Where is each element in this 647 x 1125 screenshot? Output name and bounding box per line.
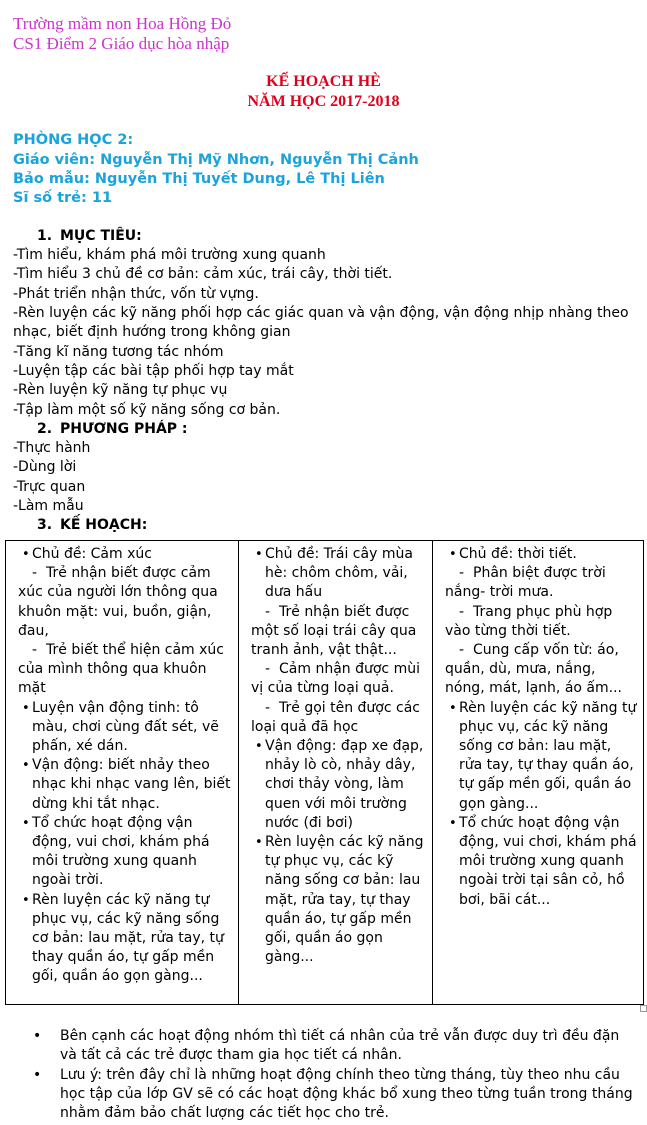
room-teachers: Giáo viên: Nguyễn Thị Mỹ Nhơn, Nguyễn Thị Cảnh [13, 152, 419, 168]
dash-marker: - [265, 661, 271, 678]
plan-item: • Rèn luyện các kỹ năng tự phục vụ, các kỹ năng sống cơ bản: lau mặt, rửa tay, tự thay quần áo, tự gấp mền gối, quần áo gọn gàng... [251, 833, 426, 967]
plan-item [445, 603, 637, 641]
method-item: -Dùng lời [13, 459, 77, 475]
room-name: PHÒNG HỌC 2: [13, 132, 134, 148]
plan-item [445, 641, 637, 699]
school-name: Trường mầm non Hoa Hồng Đỏ [13, 14, 232, 33]
plan-item: • Rèn luyện các kỹ năng tự phục vụ, các kỹ năng sống cơ bản: lau mặt, rửa tay, tự thay quần áo, tự gấp mền gối, quần áo gọn gàng... [445, 699, 637, 814]
plan-item: • Chủ đề: thời tiết. [445, 545, 637, 564]
goal-item: -Tìm hiểu 3 chủ đề cơ bản: cảm xúc, trái cây, thời tiết. [13, 266, 393, 282]
method-item: -Làm mẫu [13, 498, 84, 514]
bullet-icon: • [33, 1067, 42, 1083]
document-title: KẾ HOẠCH HÈ [266, 73, 381, 90]
goal-item: -Tập làm một số kỹ năng sống cơ bản. [13, 402, 281, 418]
plan-column-weather [433, 541, 644, 1005]
dash-marker: - [32, 642, 38, 659]
note-text: Lưu ý: trên đây chỉ là những hoạt động chính theo từng tháng, tùy theo nhu cầu học tập của lớp GV sẽ có các hoạt động khác bổ xung theo từng tuần trong tháng nhằm đảm bảo chất lượng các tiết học cho trẻ. [60, 1067, 633, 1122]
room-count: Sĩ số trẻ: 11 [13, 190, 113, 206]
plan-item [18, 564, 232, 641]
section-title: MỤC TIÊU: [60, 228, 142, 244]
plan-item-text: Phân biệt được trời nắng- trời mưa. [445, 565, 606, 601]
dash-marker: - [459, 603, 465, 620]
goal-item: -Phát triển nhận thức, vốn từ vựng. [13, 286, 259, 302]
plan-item-text: Trẻ nhận biết được một số loại trái cây qua tranh ảnh, vật thật... [251, 603, 417, 659]
plan-item-text: Trẻ gọi tên được các loại quả đã học [251, 699, 420, 735]
section-title: PHƯƠNG PHÁP : [60, 421, 188, 437]
plan-item: • Tổ chức hoạt động vận động, vui chơi, khám phá môi trường xung quanh ngoài trời. [18, 814, 232, 891]
dash-marker: - [265, 699, 271, 716]
plan-item [251, 699, 426, 737]
section-number: 1. [37, 228, 53, 244]
plan-item-text: Trang phục phù hợp vào từng thời tiết. [445, 603, 613, 639]
goal-item: -Tìm hiểu, khám phá môi trường xung quanh [13, 247, 326, 263]
goal-item: -Luyện tập các bài tập phối hợp tay mắt [13, 363, 294, 379]
plan-item: • Chủ đề: Cảm xúc [18, 545, 232, 564]
plan-column-fruits [239, 541, 433, 1005]
plan-item: • Tổ chức hoạt động vận động, vui chơi, khám phá môi trường xung quanh ngoài trời tại sân cỏ, hồ bơi, bãi cát... [445, 814, 637, 910]
plan-item [251, 660, 426, 698]
plan-item: • Chủ đề: Trái cây mùa hè: chôm chôm, vải, dưa hấu [251, 545, 426, 603]
plan-row [6, 541, 644, 1005]
plan-item [445, 564, 637, 602]
campus-name: CS1 Điểm 2 Giáo dục hòa nhập [13, 34, 230, 53]
bullet-icon: • [33, 1028, 42, 1044]
document-subtitle: NĂM HỌC 2017-2018 [247, 93, 400, 110]
room-nannies: Bảo mẫu: Nguyễn Thị Tuyết Dung, Lê Thị Liên [13, 171, 385, 187]
section-title: KẾ HOẠCH: [60, 517, 148, 533]
plan-column-emotions [6, 541, 239, 1005]
note-text: Bên cạnh các hoạt động nhóm thì tiết cá nhân của trẻ vẫn được duy trì đều đặn và tất cả các trẻ được tham gia học tiết cá nhân. [60, 1028, 620, 1064]
plan-item: • Vận động: đạp xe đạp, nhảy lò cò, nhảy dây, chơi thảy vòng, làm quen với môi trường nước (đi bơi) [251, 737, 426, 833]
plan-item [18, 641, 232, 699]
section-heading-plan [37, 516, 147, 535]
plan-item-text: Trẻ nhận biết được cảm xúc của người lớn thông qua khuôn mặt: vui, buồn, giận, đau, [18, 565, 218, 639]
section-heading-methods [37, 420, 188, 439]
goal-item: -Tăng kĩ năng tương tác nhóm [13, 344, 224, 360]
dash-marker: - [265, 603, 271, 620]
note-item [33, 1027, 633, 1065]
dash-marker: - [32, 565, 38, 582]
plan-item: • Vận động: biết nhảy theo nhạc khi nhạc vang lên, biết dừng khi tắt nhạc. [18, 756, 232, 814]
plan-item-text: Cảm nhận được mùi vị của từng loại quả. [251, 661, 420, 697]
plan-item-text: Trẻ biết thể hiện cảm xúc của mình thông qua khuôn mặt [18, 642, 224, 697]
method-item: -Thực hành [13, 440, 91, 456]
section-number: 3. [37, 517, 53, 533]
plan-table [5, 540, 644, 1005]
note-item [33, 1066, 633, 1124]
plan-item [251, 603, 426, 661]
section-heading-goals [37, 227, 142, 246]
dash-marker: - [459, 565, 465, 582]
plan-item-text: Cung cấp vốn từ: áo, quần, dù, mưa, nắng, nóng, mát, lạnh, áo ấm... [445, 642, 622, 697]
method-item: -Trực quan [13, 479, 86, 495]
plan-item: • Rèn luyện các kỹ năng tự phục vụ, các kỹ năng sống cơ bản: lau mặt, rửa tay, tự thay quần áo, tự gấp mền gối, quần áo gọn gàng... [18, 891, 232, 987]
table-resize-handle[interactable] [640, 1005, 647, 1012]
dash-marker: - [459, 642, 465, 659]
plan-item: • Luyện vận động tinh: tô màu, chơi cùng đất sét, vẽ phấn, xé dán. [18, 699, 232, 757]
goal-item: -Rèn luyện kỹ năng tự phục vụ [13, 382, 228, 398]
section-number: 2. [37, 421, 53, 437]
goal-item: -Rèn luyện các kỹ năng phối hợp các giác quan và vận động, vận động nhịp nhàng theo nhạc, biết định hướng trong không gian [13, 305, 629, 340]
